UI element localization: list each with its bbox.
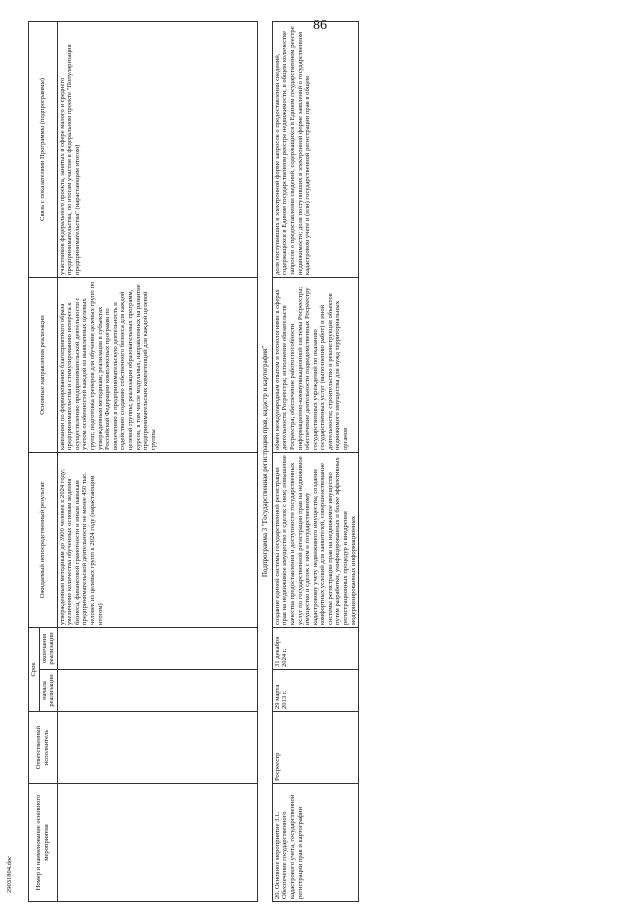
measure-name: Основное мероприятие 3.1. Обеспечение государственного кадастрового учета, государственной регистрации прав и картографии <box>273 794 304 899</box>
row-number: 20. <box>273 890 281 899</box>
subprogram-title: Подпрограмма 3 "Государственная регистрация прав, кадастр и картография" <box>260 345 269 578</box>
header-end: окончания реализации <box>39 627 57 669</box>
table-row-continued <box>57 21 257 901</box>
cell-result-20: создание единой системы государственной регистрации прав на недвижимое имущество и сделок с ним; повышение качества предоставления и доступности государственных услуг по государственной регистрации прав на недвижимое имущество и сделок с ним и государственному кадастровому учету недвижимого имущества; создание комфортных условий для заявителей, совершенствование системы регистрации прав на недвижимое имущество путем разработки, унифицированных и более эффективных регистрационных процедур и внедрения модернизированных информационных <box>272 452 358 627</box>
cell-end-20: 31 декабря 2024 г. <box>272 627 358 669</box>
header-result: Ожидаемый непосредственный результат <box>29 452 58 627</box>
cell-link: участников федерального проекта, занятых в сфере малого и среднего предпринимательства, по итогам участия в федеральном проекте "Популяризация предпринимательства" (нарастающим итогом) <box>57 21 257 277</box>
header-start: начала реализации <box>39 670 57 712</box>
cell-name-20 <box>272 784 358 902</box>
page-number: 86 <box>313 18 327 33</box>
header-name: Номер и наименование основного мероприятия <box>29 784 58 902</box>
subprogram-row <box>257 21 272 901</box>
cell-result: утвержденным методикам до 3900 человек к 2024 году; увеличение количества обученных основам ведения бизнеса, финансовой грамотности и иным навыкам предпринимательской деятельности не менее 450 тыс. человек из целевых групп к 2024 году (нарастающим итогом) <box>57 452 257 627</box>
cell-directions-20: обмен международным опытом и технологиями в сферах деятельности Росреестра; исполнение обязательств Росреестра; обеспечение работоспособности информационно-коммуникационной системы Росреестра; обеспечение деятельности подведомственных Росреестру государственных учреждений по оказанию государственных услуг (выполнению работ) и иной деятельности; строительство и реконструкция объектов недвижимого имущества для нужд территориальных органов <box>272 277 358 452</box>
cell-start-20: 29 марта 2013 г. <box>272 670 358 712</box>
header-executor: Ответственный исполнитель <box>29 712 58 784</box>
cell-link-20: доля поступивших в электронной форме запросов о предоставлении сведений, содержащихся в Едином государственном реестре недвижимости, в общем количестве запросов о предоставлении сведений, содержащихся в Едином государственном реестре недвижимости; доля поступивших в электронной форме заявлений о государственном кадастровом учете и (или) государственной регистрации прав в общем <box>272 21 358 277</box>
rotated-table-container <box>28 22 598 902</box>
header-directions: Основные направления реализации <box>29 277 58 452</box>
doc-footer: 29031804.doc <box>6 855 13 893</box>
cell-directions: кампании по формированию благоприятного образа предпринимательства и стимулированию интереса к осуществлению предпринимательской деятельности с учетом особенностей каждой из выявленных целевых групп; подготовка тренеров для обучения целевых групп по утвержденным методикам; реализация в субъектах Российской Федерации комплексных программ по вовлечению в предпринимательскую деятельность и содействию созданию собственного бизнеса для каждой целевой группы; реализация образовательных программ, курсов, в том числе модульных, направленных на развитие предпринимательских компетенций для каждой целевой группы <box>57 277 257 452</box>
table-row-20 <box>272 21 358 901</box>
cell-executor-20: Росреестр <box>272 712 358 784</box>
header-link: Связь с показателями Программы (подпрограммы) <box>29 21 58 277</box>
measures-table <box>28 21 359 902</box>
header-term: Срок <box>29 627 40 711</box>
